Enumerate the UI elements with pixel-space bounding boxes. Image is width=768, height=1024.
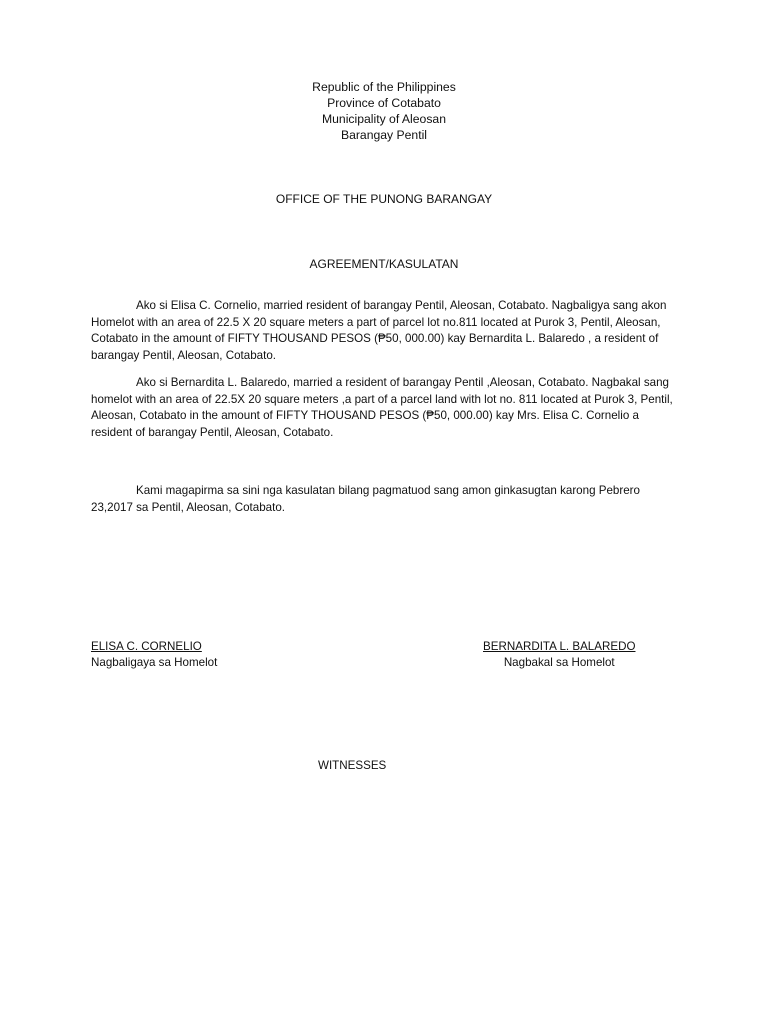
- office-heading: OFFICE OF THE PUNONG BARANGAY: [275, 192, 493, 206]
- seller-name: ELISA C. CORNELIO: [91, 640, 202, 653]
- header-province: Province of Cotabato: [327, 96, 441, 110]
- signature-block-buyer: [483, 639, 635, 671]
- header-barangay: Barangay Pentil: [340, 128, 428, 142]
- paragraph-seller: Ako si Elisa C. Cornelio, married resident of barangay Pentil, Aleosan, Cotabato. Nagbaligya sang akon Homelot with an area of 22.5 X 20 square meters a part of parcel lot no.811 located at Purok 3, Pentil, Aleosan, Cotabato in the amount of FIFTY THOUSAND PESOS (₱50, 000.00) kay Bernardita L. Balaredo , a resident of barangay Pentil, Aleosan, Cotabato.: [91, 299, 667, 362]
- seller-role: Nagbaligaya sa Homelot: [91, 656, 218, 669]
- header-municipality: Municipality of Aleosan: [322, 112, 446, 126]
- paragraph-buyer: Ako si Bernardita L. Balaredo, married a resident of barangay Pentil ,Aleosan, Cotabato. Nagbakal sang homelot with an area of 22.5X 20 square meters ,a part of a parcel land with lot no. 811 located at Purok 3, Pentil, Aleosan, Cotabato in the amount of FIFTY THOUSAND PESOS (₱50, 000.00) kay Mrs. Elisa C. Cornelio a resident of barangay Pentil, Aleosan, Cotabato.: [91, 376, 673, 439]
- buyer-name: BERNARDITA L. BALAREDO: [483, 640, 636, 653]
- witnesses-label: WITNESSES: [318, 759, 387, 772]
- buyer-role: Nagbakal sa Homelot: [503, 656, 615, 669]
- document-title: AGREEMENT/KASULATAN: [309, 257, 459, 271]
- header-republic: Republic of the Philippines: [312, 80, 456, 94]
- paragraph-signing: Kami magapirma sa sini nga kasulatan bilang pagmatuod sang amon ginkasugtan karong Pebrero 23,2017 sa Pentil, Aleosan, Cotabato.: [91, 484, 640, 514]
- signature-block-seller: [91, 639, 217, 671]
